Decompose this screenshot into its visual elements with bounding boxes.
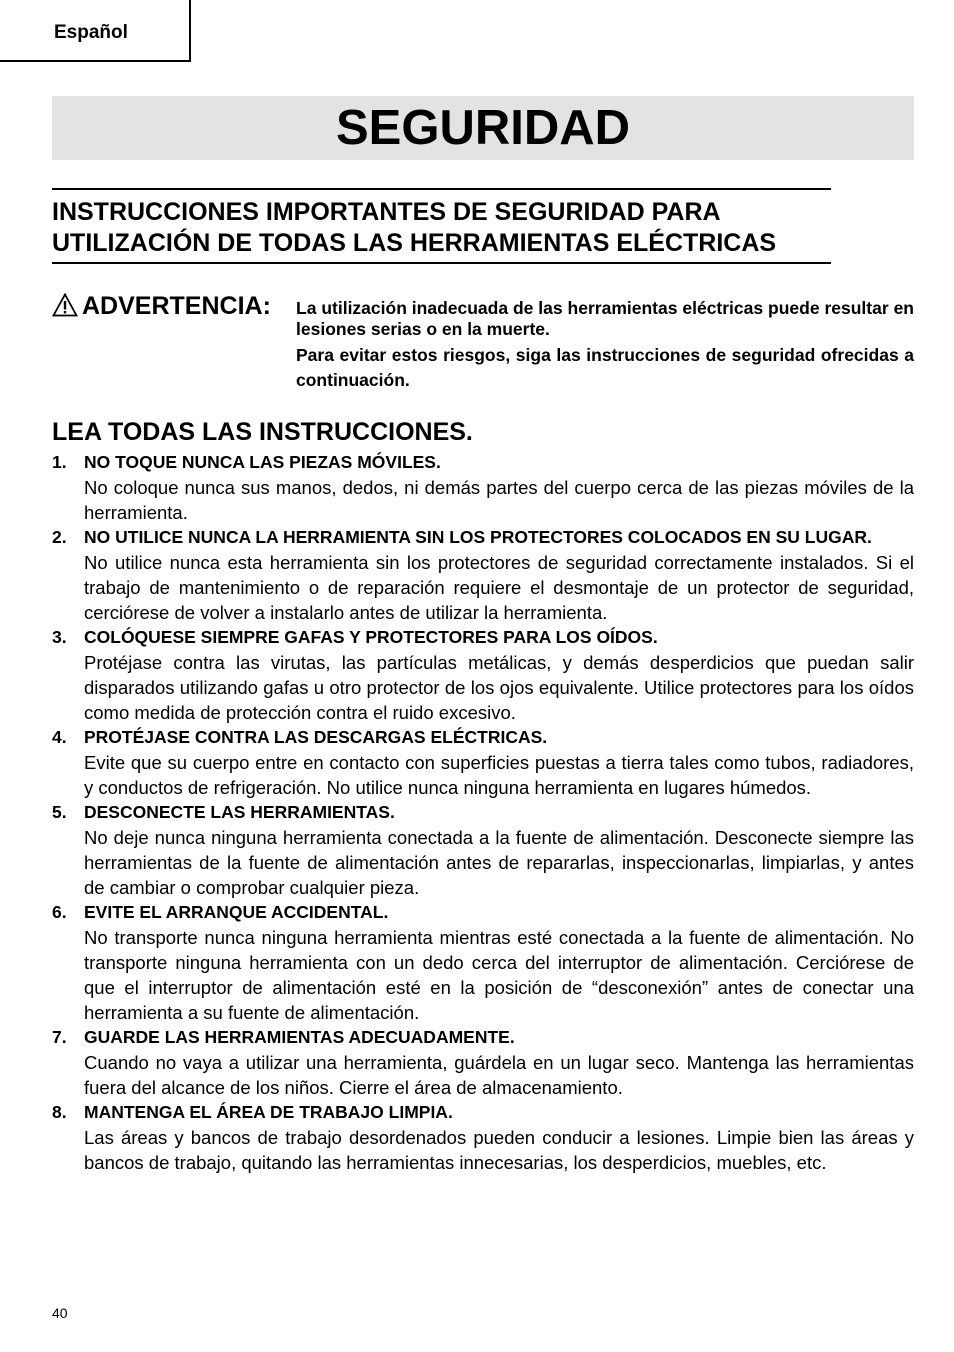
- language-label: Español: [54, 22, 128, 43]
- item-number: 6.: [52, 902, 67, 922]
- item-heading: GUARDE LAS HERRAMIENTAS ADECUADAMENTE.: [84, 1027, 515, 1047]
- warning-triangle-icon: [52, 293, 78, 317]
- item-number: 3.: [52, 627, 67, 647]
- item-number: 7.: [52, 1027, 67, 1047]
- safety-instructions-list: [52, 450, 914, 1175]
- item-number: 8.: [52, 1102, 67, 1122]
- section-heading-line-2: UTILIZACIÓN DE TODAS LAS HERRAMIENTAS ELÉCTRICAS: [52, 229, 777, 257]
- warning-label: ADVERTENCIA:: [82, 292, 271, 320]
- section-heading: [52, 188, 831, 264]
- warning-text: [296, 298, 914, 393]
- item-number: 5.: [52, 802, 67, 822]
- item-heading: PROTÉJASE CONTRA LAS DESCARGAS ELÉCTRICAS.: [84, 727, 548, 747]
- item-heading: COLÓQUESE SIEMPRE GAFAS Y PROTECTORES PARA LOS OÍDOS.: [84, 627, 658, 647]
- warning-label-row: [52, 292, 271, 321]
- list-item: [52, 625, 914, 725]
- warning-text-2: Para evitar estos riesgos, siga las instrucciones de seguridad ofrecidas a continuación.: [296, 345, 914, 390]
- item-text: No deje nunca ninguna herramienta conectada a la fuente de alimentación. Desconecte siempre las herramientas de la fuente de alimentación antes de repararlas, inspeccionarlas, limpiarlas, y antes de cambiar o comprobar cualquier pieza.: [84, 827, 914, 898]
- item-heading: NO UTILICE NUNCA LA HERRAMIENTA SIN LOS PROTECTORES COLOCADOS EN SU LUGAR.: [84, 527, 872, 547]
- list-item: [52, 1025, 914, 1100]
- item-text: Las áreas y bancos de trabajo desordenados pueden conducir a lesiones. Limpie bien las áreas y bancos de trabajo, quitando las herramientas innecesarias, los desperdicios, muebles, etc.: [84, 1127, 914, 1173]
- list-item: [52, 800, 914, 900]
- item-number: 4.: [52, 727, 67, 747]
- item-text: Cuando no vaya a utilizar una herramienta, guárdela en un lugar seco. Mantenga las herramientas fuera del alcance de los niños. Cierre el área de almacenamiento.: [84, 1052, 914, 1098]
- title-banner: [52, 96, 914, 160]
- item-number: 2.: [52, 527, 67, 547]
- page-number: 40: [52, 1305, 68, 1321]
- list-item: [52, 725, 914, 800]
- item-heading: MANTENGA EL ÁREA DE TRABAJO LIMPIA.: [84, 1102, 453, 1122]
- list-item: [52, 900, 914, 1025]
- warning-text-1: La utilización inadecuada de las herramientas eléctricas puede resultar en lesiones serias o en la muerte.: [296, 298, 914, 339]
- list-item: [52, 525, 914, 625]
- list-item: [52, 450, 914, 525]
- item-text: No transporte nunca ninguna herramienta mientras esté conectada a la fuente de alimentación. No transporte ninguna herramienta con un dedo cerca del interruptor de alimentación. Cerciórese de que el interruptor de alimentación esté en la posición de “desconexión” antes de conectar una herramienta a su fuente de alimentación.: [84, 927, 914, 1023]
- item-number: 1.: [52, 452, 67, 472]
- item-text: Evite que su cuerpo entre en contacto con superficies puestas a tierra tales como tubos, radiadores, y conductos de refrigeración. No utilice nunca ninguna herramienta en lugares húmedos.: [84, 752, 914, 798]
- item-text: No coloque nunca sus manos, dedos, ni demás partes del cuerpo cerca de las piezas móviles de la herramienta.: [84, 477, 914, 523]
- read-all-heading: LEA TODAS LAS INSTRUCCIONES.: [52, 418, 473, 446]
- item-heading: NO TOQUE NUNCA LAS PIEZAS MÓVILES.: [84, 452, 441, 472]
- page-title: SEGURIDAD: [335, 101, 631, 155]
- language-tab: [0, 0, 191, 62]
- item-text: Protéjase contra las virutas, las partículas metálicas, y demás desperdicios que puedan salir disparados utilizando gafas u otro protector de los ojos equivalente. Utilice protectores para los oídos como medida de protección contra el ruido excesivo.: [84, 652, 914, 723]
- item-heading: EVITE EL ARRANQUE ACCIDENTAL.: [84, 902, 389, 922]
- list-item: [52, 1100, 914, 1175]
- item-text: No utilice nunca esta herramienta sin los protectores de seguridad correctamente instalados. Si el trabajo de mantenimiento o de reparación requiere el desmontaje de un protector de seguridad, cerciórese de volver a instalarlo antes de utilizar la herramienta.: [84, 552, 914, 623]
- item-heading: DESCONECTE LAS HERRAMIENTAS.: [84, 802, 395, 822]
- section-heading-line-1: INSTRUCCIONES IMPORTANTES DE SEGURIDAD PARA: [52, 198, 721, 226]
